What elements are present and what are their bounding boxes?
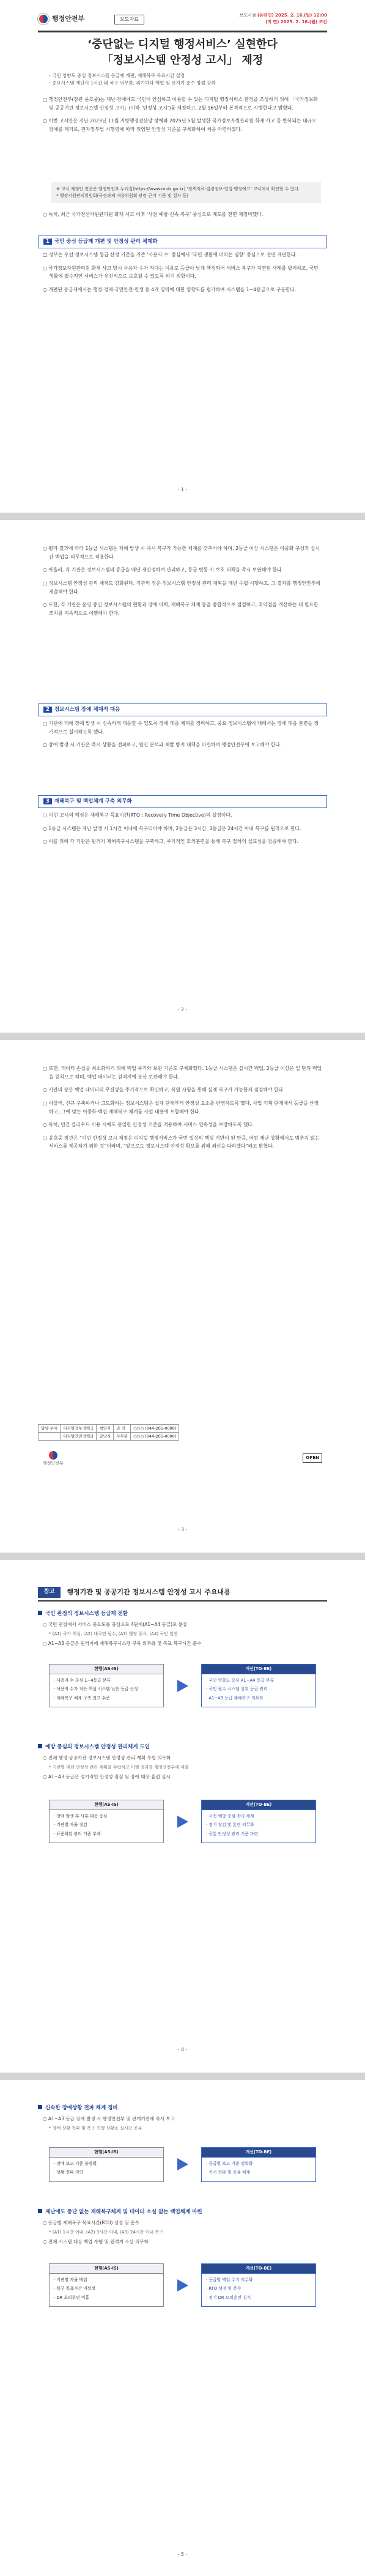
table-cell: 담당 부서 xyxy=(39,1425,61,1433)
embargo-info xyxy=(240,12,327,26)
table-cell: ○○○ (044-205-0000) xyxy=(131,1433,179,1441)
paragraph: □ 정보시스템 안정성 관리 체계도 강화된다. 기관의 장은 정보시스템 안정성 관리 계획을 매년 수립·시행하고, 그 결과를 행정안전부에 제출해야 한다. xyxy=(43,580,320,595)
list-item: · 국민 영향도 중심 A1~A4 등급 분류 xyxy=(206,1677,274,1683)
box-header: 개선(TO-BE) xyxy=(202,1665,315,1674)
list-item: · 표준화된 관리 기준 부재 xyxy=(54,1831,101,1836)
paragraph: ○ 1등급 시스템은 재난 발생 시 1시간 이내에 복구되어야 하며, 2등급은 3시간, 3등급은 24시간 이내 복구를 원칙으로 한다. xyxy=(43,825,301,831)
list-item: · 기관별 자율 점검 xyxy=(54,1822,87,1828)
appendix-section-2-body xyxy=(43,1754,322,1783)
paragraph: ○ 개편된 등급제에서는 행정·경제·국민안전·민생 등 4개 영역에 대한 영향도를 평가하여 시스템을 1~4등급으로 구분한다. xyxy=(43,286,297,292)
page-gap xyxy=(0,513,365,520)
list-item: · 정기 점검 및 훈련 의무화 xyxy=(206,1822,254,1828)
paragraph: * (A1) 1시간 이내, (A2) 3시간 이내, (A3) 24시간 이내 복구 xyxy=(49,2230,163,2235)
ministry-logo xyxy=(38,13,84,24)
paragraph: ○ 국가정보자원관리원 화재 사고 당시 사용자 수가 적다는 이유로 등급이 낮게 책정되어 서비스 복구가 지연된 사례를 방지하고, 국민 생활에 필수적인 서비스가 우선적으로 보호될 수 있도록 하기 위함이다. xyxy=(43,265,319,280)
as-is-box xyxy=(49,2147,164,2182)
paragraph: ○ 평가 결과에 따라 1등급 시스템은 재해 발생 시 즉시 복구가 가능한 체계를 갖추어야 하며, 2등급 이상 시스템은 이중화 구성과 실시간 백업을 의무적으로 적용한다. xyxy=(43,546,320,560)
square-bullet-icon xyxy=(38,1611,42,1615)
box-header: 현행(AS-IS) xyxy=(50,1800,163,1810)
paragraph: □ 또한, 데이터 손실을 최소화하기 위해 백업 주기와 보관 기준도 구체화했다. 1등급 시스템은 실시간 백업, 2등급 이상은 일 단위 백업을 원칙으로 하며, 백업 데이터는 원격지에 분산 보관해야 한다. xyxy=(43,1066,322,1080)
table-cell: 담당자 xyxy=(97,1433,114,1441)
list-item: · 등급별 백업 주기 의무화 xyxy=(206,2277,253,2282)
paragraph: ○ 전체 시스템 대상 백업 수행 및 원격지 소산 의무화 xyxy=(43,2239,149,2245)
appendix-section-4-body xyxy=(43,2219,322,2248)
list-item: · 사전 예방 중심 관리 체계 xyxy=(206,1813,254,1819)
subtitle-2: - 중요시스템 재난시 1시간 내 복구 의무화, 위기마다 백업 및 유지기 준수 방침 강화 xyxy=(49,80,216,86)
table-cell: 사무관 xyxy=(114,1433,131,1441)
paragraph: ○ 또한, 각 기관은 운영 중인 정보시스템의 현황과 장애 이력, 재해복구 체계 등을 종합적으로 점검하고, 취약점을 개선하는 데 필요한 조치를 지속적으로 이행해야 한다. xyxy=(43,602,319,616)
page2-body xyxy=(43,544,322,622)
appendix-section-4 xyxy=(38,2208,327,2216)
table-cell: 과 장 xyxy=(114,1425,131,1433)
appendix-section-1 xyxy=(38,1610,327,1618)
doc-type-badge: 보도자료 xyxy=(114,15,144,24)
page-5 xyxy=(0,2080,365,2576)
paragraph: ○ 아울러, 각 기관은 정보시스템의 등급을 매년 재산정하여 관리하고, 등급 변동 시 보호 대책을 즉시 보완해야 한다. xyxy=(43,567,283,573)
section-title: 신속한 장애상황 전파 체계 정비 xyxy=(45,2105,118,2111)
appendix-section-1-body xyxy=(43,1621,322,1650)
paragraph: ○ A1~A3 등급 장애 발생 시 행정안전부 및 관계기관에 즉시 보고 xyxy=(43,2116,175,2121)
comparison-3 xyxy=(49,2147,316,2182)
as-is-box xyxy=(49,1664,164,1707)
page-number: - 2 - xyxy=(177,1007,188,1012)
paragraph: □ 정부는 우선 정보시스템 등급 산정 기준을 기존 ‘사용자 수’ 중심에서 ‘국민 생활에 미치는 영향’ 중심으로 전면 개편한다. xyxy=(43,252,297,258)
paragraph: □ 기관에 대해 장애 발생 시 신속하게 대응할 수 있도록 장애 대응 체계를 정비하고, 중요 정보시스템에 대해서는 장애 대응 훈련을 정기적으로 실시하도록 했다. xyxy=(43,721,319,735)
embargo-online: (온라인) 2025. 2. 16.(일) 12:00 xyxy=(257,13,327,18)
comparison-1 xyxy=(49,1664,316,1707)
box-header: 현행(AS-IS) xyxy=(50,2148,163,2158)
arrow-right-icon xyxy=(177,2158,188,2170)
paragraph: ○ 특히, 민간 클라우드 이용 시에도 동일한 안정성 기준을 적용하여 서비스 연속성을 보장하도록 했다. xyxy=(43,1122,254,1128)
arrow-right-icon xyxy=(177,2279,188,2292)
page3-body xyxy=(43,1064,322,1156)
list-item: · 사용자 수가 적은 핵심 시스템 낮은 등급 산정 xyxy=(54,1687,138,1692)
list-item: · 상황 전파 지연 xyxy=(54,2170,84,2175)
subtitle-list xyxy=(49,72,322,86)
section-title: 재해복구 및 백업체계 구축 의무화 xyxy=(54,798,132,804)
as-is-box xyxy=(49,1800,164,1843)
appendix-section-3-body xyxy=(43,2115,322,2134)
appendix-section-3 xyxy=(38,2104,327,2112)
table-cell: ○○○ (044-205-0000) xyxy=(131,1425,179,1433)
page-number: - 3 - xyxy=(177,1527,188,1532)
table-cell: 디지털안전정책과 xyxy=(61,1433,97,1441)
list-item: · 사용자 수 중심 1~4등급 분류 xyxy=(54,1677,111,1683)
section-3-heading xyxy=(38,795,327,808)
ministry-emblem-icon xyxy=(38,13,49,24)
paragraph: □ 아울러, 신규 구축하거나 고도화하는 정보시스템은 설계 단계부터 안정성 요소를 반영하도록 했다. 사업 기획 단계에서 등급을 산정하고, 그에 맞는 이중화·백업·재해복구 체계를 사업 내용에 포함해야 한다. xyxy=(43,1100,319,1115)
page-number: - 4 - xyxy=(177,2047,188,2052)
table-cell: 책임자 xyxy=(97,1425,114,1433)
to-be-box xyxy=(201,1664,316,1707)
footer-logo xyxy=(43,1451,64,1466)
as-is-box xyxy=(49,2263,164,2307)
paragraph: □ 윤호중 장관은 “이번 안정성 고시 제정은 디지털 행정서비스가 국민 일상의 핵심 기반이 된 만큼, 어떤 재난 상황에서도 멈추지 않는 서비스를 제공하기 위한 것”이라며, “앞으로도 정보시스템 안정성 확보를 위해 최선을 다하겠다”라고 밝혔다. xyxy=(43,1135,320,1149)
press-title xyxy=(38,37,327,69)
box-header: 개선(TO-BE) xyxy=(202,2264,315,2274)
paragraph: □ 이번 고시의 핵심은 재해복구 목표시간(RTO : Recovery Time Objective)의 설정이다. xyxy=(43,812,232,818)
list-item: · 장애 발생 후 사후 대응 중심 xyxy=(54,1813,108,1819)
arrow-right-icon xyxy=(177,1680,188,1692)
appendix-heading xyxy=(38,1587,327,1602)
page-number: - 5 - xyxy=(177,2552,188,2557)
page1-body xyxy=(43,95,322,139)
to-be-box xyxy=(201,2263,316,2307)
subtitle-1: - 국민 영향도 중심 정보시스템 등급제 개편, 재해복구 목표시간 설정 xyxy=(49,73,185,78)
paragraph: ○ 이를 위해 각 기관은 원격지 재해복구시스템을 구축하고, 주기적인 모의훈련을 통해 복구 절차의 실효성을 검증해야 한다. xyxy=(43,839,298,845)
to-be-box xyxy=(201,2147,316,2182)
ministry-emblem-icon xyxy=(49,1451,57,1460)
comparison-4 xyxy=(49,2263,316,2307)
list-item: · 재해복구 체계 구축 권고 수준 xyxy=(54,1695,110,1701)
section-title: 국민 관점의 정보시스템 등급제 전환 xyxy=(45,1611,128,1617)
section-1-heading xyxy=(38,236,327,248)
paragraph: ○ 기관의 장은 백업 데이터의 무결성을 주기적으로 확인하고, 복원 시험을 통해 실제 복구가 가능한지 점검해야 한다. xyxy=(43,1087,285,1093)
list-item: · 국민 필수 시스템 상위 등급 관리 xyxy=(206,1687,268,1692)
page-gap xyxy=(0,1033,365,1040)
box-header: 개선(TO-BE) xyxy=(202,1800,315,1810)
arrow-right-icon xyxy=(177,1816,188,1828)
list-item: · 즉시 전파 및 공유 체계 xyxy=(206,2170,251,2175)
section-2-body xyxy=(43,719,322,754)
table-cell xyxy=(39,1433,61,1441)
page-1 xyxy=(0,0,365,513)
square-bullet-icon xyxy=(38,1744,42,1748)
section-1-body xyxy=(43,251,322,299)
page-3 xyxy=(0,1040,365,1553)
to-be-box xyxy=(201,1800,316,1843)
table-row xyxy=(39,1425,179,1433)
appendix-title: 행정기관 및 공공기관 정보시스템 안정성 고시 주요내용 xyxy=(67,1588,230,1597)
section-title: 정보시스템 장애 체계적 대응 xyxy=(54,707,120,713)
paragraph: ○ 이번 고시안은 지난 2023년 11월 지방행정전산망 장애와 2025년 5월 발생한 국가정보자원관리원 화재 사고 등 반복되는 대규모 장애를 계기로, 전자정부법 시행령에 따라 위임된 안정성 기준을 구체화하여 처음 마련하였다. xyxy=(43,118,317,132)
title-line-2: 「정보시스템 안정성 고시」 제정 xyxy=(101,54,264,67)
paragraph: * (A1) 국가 핵심, (A2) 대국민 필수, (A3) 행정 중요, (A4) 국민 일반 xyxy=(49,1631,178,1636)
ministry-name: 행정안전부 xyxy=(52,15,85,23)
page-number: - 1 - xyxy=(177,487,188,492)
embargo-print: (지 면) 2025. 2. 16.(월) 조간 xyxy=(265,20,327,25)
list-item: · A1~A3 등급 재해복구 의무화 xyxy=(206,1695,264,1701)
section-number: 1 xyxy=(43,239,52,245)
paragraph: ○ A1~A3 등급은 원격지에 재해복구시스템 구축 의무화 및 목표 복구시간 준수 xyxy=(43,1641,202,1647)
contact-table xyxy=(38,1424,179,1441)
list-item: · 기관별 자율 백업 xyxy=(54,2277,87,2282)
box-header: 개선(TO-BE) xyxy=(202,2148,315,2158)
appendix-tag: 참고 xyxy=(38,1587,61,1598)
box-header: 현행(AS-IS) xyxy=(50,1665,163,1674)
open-license-badge: OPEN xyxy=(303,1453,322,1463)
list-item: · 장애 보고 기준 불명확 xyxy=(54,2161,97,2166)
section-3-body xyxy=(43,811,322,851)
paragraph: ○ 특히, 최근 국가전산자원관리원 화재 사고 이후 ‘사전 예방·신속 복구’ 중심으로 제도를 전면 재정비했다. xyxy=(43,212,264,217)
title-line-1: ‘중단없는 디지털 행정서비스’ 실현한다 xyxy=(87,38,278,51)
paragraph: * 기관별 매년 안정성 관리 계획을 수립하고 이행 결과를 행정안전부에 제출 xyxy=(49,1765,189,1770)
table-cell: 디지털정부정책국 xyxy=(61,1425,97,1433)
table-row xyxy=(39,1433,179,1441)
list-item: · 공통 안정성 관리 기준 마련 xyxy=(206,1831,259,1836)
page-2 xyxy=(0,520,365,1033)
paragraph: ○ 전체 행정·공공기관 정보시스템 안정성 관리 계획 수립 의무화 xyxy=(43,1755,171,1761)
section-title: 재난에도 중단 없는 재해복구체계 및 데이터 소실 없는 백업체계 마련 xyxy=(45,2209,202,2215)
comparison-2 xyxy=(49,1800,316,1843)
square-bullet-icon xyxy=(38,2209,42,2213)
square-bullet-icon xyxy=(38,2105,42,2109)
paragraph: □ 행정안전부(장관 윤호중)는 재난·장애에도 국민이 안심하고 이용할 수 있는 디지털 행정서비스 환경을 조성하기 위해 「국가정보화 및 공공기관 정보시스템 안정성 고시」(이하 ‘안정성 고시’)를 제정하고, 2월 16일부터 본격적으로 시행한다고 밝혔다. xyxy=(43,97,319,111)
paragraph: ○ 국민 관점에서 서비스 중요도를 중심으로 4단계(A1~A4 등급)로 분류 xyxy=(43,1622,188,1627)
section-title: 예방 중심의 정보시스템 안정성 관리체계 도입 xyxy=(45,1744,150,1750)
box-header: 현행(AS-IS) xyxy=(50,2264,163,2274)
list-item: · DR 오의훈련 미흡 xyxy=(54,2295,89,2300)
press-header xyxy=(38,12,327,28)
section-title: 국민 중심 등급제 개편 및 안정성 관리 체계화 xyxy=(54,239,158,245)
page1-note: ※ 고시 제정안 전문은 행정안전부 누리집(https://www.mois.go.kr) ‘정책자료-법령정보-입법·행정예고’ 코너에서 확인할 수 있다. * 행정지원관리위원회(국정과제 대응위원회 관련 근거 기준 및 절차 등) xyxy=(51,182,321,203)
appendix-section-2 xyxy=(38,1743,327,1751)
footer-logo-text: 행정안전부 xyxy=(43,1461,64,1466)
embargo-label: 보도시점 xyxy=(239,13,256,18)
list-item: · 정기 DR 모의훈련 실시 xyxy=(206,2295,251,2300)
page1-body-2 xyxy=(43,210,322,224)
list-item: · RTO 설정 및 준수 xyxy=(206,2286,241,2292)
section-2-heading xyxy=(38,703,327,716)
page-gap xyxy=(0,2073,365,2080)
list-item: · 등급별 보고 기준 명확화 xyxy=(206,2161,253,2166)
section-number: 2 xyxy=(43,707,52,713)
list-item: · 복구 목표시간 미설정 xyxy=(54,2286,95,2292)
section-number: 3 xyxy=(43,798,52,804)
paragraph: * 장애 상황 전파 및 복구 진행 상황을 실시간 공유 xyxy=(49,2126,142,2131)
header-rule xyxy=(38,31,327,32)
paragraph: ○ 등급별 재해복구 목표시간(RTO) 설정 및 준수 xyxy=(43,2220,139,2225)
page-gap xyxy=(0,1553,365,1560)
paragraph: ○ A1~A3 등급은 정기적인 안정성 점검 및 장애 대응 훈련 실시 xyxy=(43,1774,171,1780)
page-4 xyxy=(0,1560,365,2073)
paragraph: ○ 장애 발생 시 기관은 즉시 상황을 전파하고, 원인 분석과 재발 방지 대책을 마련하여 행정안전부에 보고해야 한다. xyxy=(43,742,282,748)
